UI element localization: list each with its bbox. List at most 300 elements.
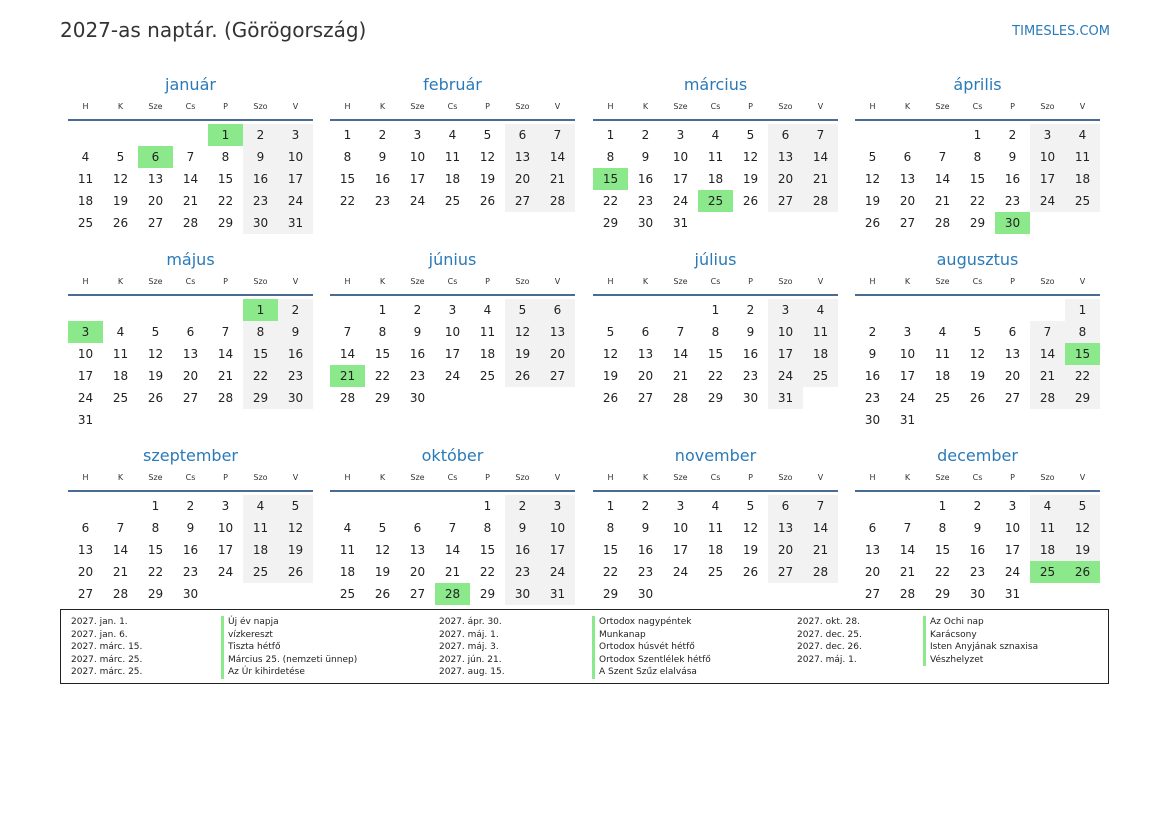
day-cell: 6: [413, 521, 422, 535]
day-grid: [855, 495, 1100, 605]
day-cell: 28: [540, 190, 575, 212]
weekday-label: P: [223, 277, 228, 286]
day-cell: 17: [768, 343, 803, 365]
weekday-label: V: [292, 102, 299, 111]
day-cell: 13: [899, 172, 916, 186]
empty-cell: [103, 299, 138, 321]
day-cell: 17: [278, 168, 313, 190]
day-cell: 20: [540, 343, 575, 365]
day-cell: 24: [444, 369, 461, 383]
day-cell: 20: [147, 194, 164, 208]
weekday-header: [593, 100, 838, 121]
day-cell: 18: [112, 369, 129, 383]
day-cell: 9: [505, 517, 540, 539]
month-10: [593, 446, 838, 605]
day-cell: 10: [672, 521, 689, 535]
day-cell: 19: [147, 369, 164, 383]
weekday-label: Szo: [253, 102, 268, 111]
day-cell: 28: [899, 587, 916, 601]
day-cell: 5: [606, 325, 615, 339]
brand-link[interactable]: TIMESLES.COM: [1012, 24, 1110, 39]
day-cell: 9: [413, 325, 422, 339]
day-cell: 1: [711, 303, 720, 317]
weekday-label: P: [748, 277, 753, 286]
day-grid: [330, 299, 575, 409]
empty-cell: [138, 299, 173, 321]
day-cell: 23: [243, 190, 278, 212]
day-cell: 17: [444, 347, 461, 361]
day-grid: [593, 299, 838, 409]
day-cell: 22: [147, 565, 164, 579]
weekday-label: Sze: [673, 473, 688, 482]
day-cell: 15: [479, 543, 496, 557]
weekday-label: Szo: [253, 277, 268, 286]
day-cell: 8: [606, 521, 615, 535]
day-cell: 23: [742, 369, 759, 383]
day-cell: 7: [803, 124, 838, 146]
weekday-label: Sze: [148, 277, 163, 286]
legend-holiday-name: Az Ochi nap: [923, 616, 984, 629]
holiday-day-cell: 28: [435, 583, 470, 605]
day-cell: 11: [934, 347, 951, 361]
day-cell: 7: [116, 521, 125, 535]
legend-date: 2027. aug. 15.: [439, 667, 505, 677]
day-cell: 4: [803, 299, 838, 321]
empty-cell: [103, 124, 138, 146]
day-cell: 18: [707, 172, 724, 186]
day-cell: 3: [903, 325, 912, 339]
month-name: december: [937, 446, 1018, 465]
legend-date: 2027. dec. 25.: [797, 629, 862, 640]
month-1: [330, 75, 575, 212]
day-cell: 9: [278, 321, 313, 343]
day-cell: 8: [711, 325, 720, 339]
weekday-label: V: [292, 473, 299, 482]
day-cell: 19: [1065, 539, 1100, 561]
day-cell: 30: [243, 212, 278, 234]
day-cell: 13: [505, 146, 540, 168]
weekday-label: H: [607, 473, 614, 482]
weekday-label: H: [344, 102, 351, 111]
empty-cell: [173, 124, 208, 146]
weekday-label: Szo: [515, 102, 530, 111]
legend-holiday-name: Ortodox húsvét hétfő: [592, 641, 695, 654]
empty-cell: [855, 124, 890, 146]
day-cell: 8: [606, 150, 615, 164]
legend-holiday-name: Új év napja: [221, 616, 279, 629]
day-grid: [593, 495, 838, 605]
day-cell: 13: [768, 517, 803, 539]
day-cell: 7: [186, 150, 195, 164]
month-0: [68, 75, 313, 234]
day-cell: 21: [1030, 365, 1065, 387]
day-cell: 17: [672, 172, 689, 186]
day-cell: 7: [903, 521, 912, 535]
day-cell: 25: [707, 565, 724, 579]
day-cell: 20: [182, 369, 199, 383]
day-cell: 30: [637, 587, 654, 601]
month-2: [593, 75, 838, 234]
month-name: január: [165, 75, 216, 94]
day-cell: 10: [409, 150, 426, 164]
legend-holiday-name: Karácsony: [923, 629, 977, 642]
day-cell: 7: [938, 150, 947, 164]
holiday-day-cell: 6: [138, 146, 173, 168]
day-cell: 4: [343, 521, 352, 535]
day-cell: 10: [217, 521, 234, 535]
day-cell: 14: [540, 146, 575, 168]
empty-cell: [663, 299, 698, 321]
holiday-day-cell: 26: [1065, 561, 1100, 583]
day-cell: 5: [868, 150, 877, 164]
weekday-label: P: [485, 473, 490, 482]
day-cell: 10: [540, 517, 575, 539]
day-cell: 25: [803, 365, 838, 387]
empty-cell: [925, 124, 960, 146]
day-cell: 15: [969, 172, 986, 186]
day-cell: 4: [116, 325, 125, 339]
day-cell: 16: [243, 168, 278, 190]
day-cell: 25: [339, 587, 356, 601]
day-cell: 16: [374, 172, 391, 186]
legend-holiday-name: vízkereszt: [221, 629, 273, 642]
day-cell: 7: [448, 521, 457, 535]
day-cell: 22: [969, 194, 986, 208]
holiday-day-cell: 1: [208, 124, 243, 146]
legend-date: 2027. jan. 1.: [71, 617, 128, 627]
day-cell: 20: [768, 168, 803, 190]
day-cell: 11: [479, 325, 496, 339]
day-cell: 11: [77, 172, 94, 186]
day-cell: 25: [934, 391, 951, 405]
weekday-label: H: [607, 102, 614, 111]
holiday-day-cell: 25: [698, 190, 733, 212]
day-cell: 27: [505, 190, 540, 212]
holiday-day-cell: 15: [593, 168, 628, 190]
day-cell: 17: [77, 369, 94, 383]
day-cell: 21: [540, 168, 575, 190]
day-cell: 13: [182, 347, 199, 361]
day-cell: 31: [540, 583, 575, 605]
day-cell: 21: [217, 369, 234, 383]
weekday-label: Cs: [972, 102, 983, 111]
weekday-label: Sze: [935, 473, 950, 482]
day-cell: 30: [409, 391, 426, 405]
day-cell: 12: [278, 517, 313, 539]
day-cell: 10: [672, 150, 689, 164]
weekday-label: Szo: [1040, 102, 1055, 111]
day-cell: 2: [641, 499, 650, 513]
day-cell: 17: [1030, 168, 1065, 190]
day-cell: 28: [934, 216, 951, 230]
day-cell: 13: [1004, 347, 1021, 361]
day-cell: 5: [505, 299, 540, 321]
day-cell: 6: [186, 325, 195, 339]
day-cell: 17: [409, 172, 426, 186]
holiday-day-cell: 30: [995, 212, 1030, 234]
day-cell: 16: [409, 347, 426, 361]
day-cell: 5: [116, 150, 125, 164]
weekday-label: Sze: [410, 102, 425, 111]
day-cell: 7: [343, 325, 352, 339]
day-cell: 15: [602, 543, 619, 557]
day-grid: [855, 124, 1100, 234]
day-cell: 20: [864, 565, 881, 579]
holiday-day-cell: 25: [1030, 561, 1065, 583]
day-cell: 26: [147, 391, 164, 405]
day-cell: 4: [1030, 495, 1065, 517]
day-cell: 28: [112, 587, 129, 601]
month-4: [68, 250, 313, 431]
day-cell: 3: [676, 128, 685, 142]
day-cell: 13: [147, 172, 164, 186]
weekday-label: V: [292, 277, 299, 286]
day-cell: 9: [868, 347, 877, 361]
day-cell: 12: [147, 347, 164, 361]
day-cell: 12: [742, 150, 759, 164]
day-cell: 29: [707, 391, 724, 405]
day-cell: 13: [540, 321, 575, 343]
empty-cell: [435, 495, 470, 517]
weekday-label: P: [485, 277, 490, 286]
weekday-label: Cs: [185, 277, 196, 286]
day-cell: 28: [803, 190, 838, 212]
day-cell: 11: [707, 150, 724, 164]
day-cell: 24: [899, 391, 916, 405]
weekday-label: K: [117, 277, 124, 286]
legend-holiday-name: Vészhelyzet: [923, 654, 983, 667]
weekday-header: [68, 100, 313, 121]
day-cell: 22: [217, 194, 234, 208]
weekday-label: Sze: [935, 102, 950, 111]
weekday-label: K: [117, 473, 124, 482]
day-cell: 27: [147, 216, 164, 230]
month-name: október: [421, 446, 484, 465]
day-cell: 29: [374, 391, 391, 405]
day-cell: 14: [803, 146, 838, 168]
day-cell: 31: [672, 216, 689, 230]
day-cell: 24: [217, 565, 234, 579]
legend-holiday-name: A Szent Szűz elalvása: [592, 666, 697, 679]
day-cell: 27: [768, 190, 803, 212]
weekday-header: [330, 275, 575, 296]
legend-row: [61, 629, 1108, 642]
month-3: [855, 75, 1100, 234]
day-cell: 8: [243, 321, 278, 343]
legend-holiday-name: Munkanap: [592, 629, 646, 642]
day-cell: 8: [221, 150, 230, 164]
day-cell: 24: [77, 391, 94, 405]
day-cell: 23: [505, 561, 540, 583]
day-cell: 6: [1008, 325, 1017, 339]
day-cell: 4: [1065, 124, 1100, 146]
day-cell: 21: [899, 565, 916, 579]
holiday-day-cell: 15: [1065, 343, 1100, 365]
day-cell: 22: [339, 194, 356, 208]
day-cell: 15: [243, 343, 278, 365]
day-cell: 28: [803, 561, 838, 583]
weekday-header: [593, 275, 838, 296]
day-cell: 31: [1004, 587, 1021, 601]
day-cell: 26: [112, 216, 129, 230]
day-cell: 22: [374, 369, 391, 383]
day-cell: 14: [112, 543, 129, 557]
weekday-label: Sze: [410, 277, 425, 286]
weekday-label: K: [117, 102, 124, 111]
day-cell: 2: [973, 499, 982, 513]
day-cell: 22: [934, 565, 951, 579]
day-cell: 19: [742, 172, 759, 186]
day-cell: 14: [803, 517, 838, 539]
day-cell: 29: [479, 587, 496, 601]
day-cell: 12: [112, 172, 129, 186]
day-cell: 9: [1008, 150, 1017, 164]
weekday-label: Cs: [710, 277, 721, 286]
day-cell: 12: [969, 347, 986, 361]
day-cell: 12: [742, 521, 759, 535]
weekday-label: Cs: [447, 473, 458, 482]
month-name: május: [166, 250, 215, 269]
day-cell: 1: [343, 128, 352, 142]
holiday-day-cell: 3: [68, 321, 103, 343]
legend-row: [61, 641, 1108, 654]
day-cell: 26: [374, 587, 391, 601]
day-cell: 3: [540, 495, 575, 517]
legend-holiday-name: Tiszta hétfő: [221, 641, 280, 654]
day-cell: 5: [1065, 495, 1100, 517]
weekday-label: H: [869, 102, 876, 111]
empty-cell: [855, 299, 890, 321]
day-cell: 1: [606, 499, 615, 513]
day-cell: 1: [483, 499, 492, 513]
day-cell: 5: [746, 128, 755, 142]
day-cell: 9: [641, 521, 650, 535]
day-cell: 5: [151, 325, 160, 339]
day-cell: 24: [672, 565, 689, 579]
weekday-header: [855, 100, 1100, 121]
empty-cell: [995, 299, 1030, 321]
day-cell: 24: [1004, 565, 1021, 579]
day-cell: 10: [899, 347, 916, 361]
day-cell: 21: [934, 194, 951, 208]
empty-cell: [855, 495, 890, 517]
weekday-label: V: [817, 277, 824, 286]
day-cell: 8: [343, 150, 352, 164]
day-cell: 12: [864, 172, 881, 186]
day-cell: 27: [864, 587, 881, 601]
weekday-label: Szo: [778, 102, 793, 111]
day-cell: 12: [602, 347, 619, 361]
page-title: 2027-as naptár. (Görögország): [60, 18, 367, 42]
day-cell: 30: [637, 216, 654, 230]
day-cell: 24: [540, 561, 575, 583]
day-cell: 14: [182, 172, 199, 186]
day-cell: 23: [182, 565, 199, 579]
day-cell: 21: [112, 565, 129, 579]
month-name: november: [674, 446, 757, 465]
day-cell: 11: [444, 150, 461, 164]
weekday-label: H: [869, 473, 876, 482]
empty-cell: [925, 299, 960, 321]
day-cell: 28: [182, 216, 199, 230]
day-cell: 10: [1030, 146, 1065, 168]
day-cell: 26: [479, 194, 496, 208]
empty-cell: [173, 299, 208, 321]
day-cell: 27: [1004, 391, 1021, 405]
weekday-label: Cs: [972, 277, 983, 286]
day-cell: 19: [112, 194, 129, 208]
legend-date: 2027. ápr. 30.: [439, 617, 502, 627]
weekday-label: H: [344, 473, 351, 482]
empty-cell: [890, 124, 925, 146]
weekday-label: Cs: [710, 102, 721, 111]
legend-holiday-name: Március 25. (nemzeti ünnep): [221, 654, 357, 667]
weekday-label: Cs: [185, 102, 196, 111]
holiday-day-cell: 21: [330, 365, 365, 387]
day-cell: 29: [147, 587, 164, 601]
month-name: június: [428, 250, 477, 269]
empty-cell: [68, 299, 103, 321]
empty-cell: [68, 124, 103, 146]
day-cell: 18: [444, 172, 461, 186]
day-cell: 22: [1065, 365, 1100, 387]
legend-holiday-name: Ortodox nagypéntek: [592, 616, 691, 629]
day-cell: 8: [938, 521, 947, 535]
weekday-label: V: [1079, 102, 1086, 111]
day-cell: 19: [374, 565, 391, 579]
weekday-label: H: [607, 277, 614, 286]
day-cell: 1: [1065, 299, 1100, 321]
weekday-label: H: [82, 102, 89, 111]
weekday-label: K: [904, 277, 911, 286]
weekday-label: P: [223, 102, 228, 111]
day-cell: 9: [973, 521, 982, 535]
day-cell: 25: [243, 561, 278, 583]
day-cell: 18: [339, 565, 356, 579]
day-cell: 25: [77, 216, 94, 230]
day-cell: 13: [409, 543, 426, 557]
day-cell: 23: [969, 565, 986, 579]
day-cell: 16: [742, 347, 759, 361]
day-cell: 2: [186, 499, 195, 513]
day-cell: 29: [217, 216, 234, 230]
weekday-label: P: [1010, 102, 1015, 111]
day-cell: 3: [1008, 499, 1017, 513]
month-5: [330, 250, 575, 409]
day-cell: 27: [637, 391, 654, 405]
day-cell: 8: [378, 325, 387, 339]
empty-cell: [628, 299, 663, 321]
weekday-header: [68, 275, 313, 296]
day-cell: 25: [479, 369, 496, 383]
weekday-label: V: [554, 277, 561, 286]
day-cell: 13: [637, 347, 654, 361]
weekday-label: Cs: [710, 473, 721, 482]
weekday-label: K: [642, 277, 649, 286]
month-6: [593, 250, 838, 409]
day-cell: 23: [864, 391, 881, 405]
legend-date: 2027. máj. 1.: [439, 629, 499, 640]
weekday-label: Szo: [515, 277, 530, 286]
day-cell: 31: [899, 413, 916, 427]
day-cell: 20: [505, 168, 540, 190]
day-cell: 18: [479, 347, 496, 361]
day-cell: 2: [278, 299, 313, 321]
day-cell: 11: [803, 321, 838, 343]
day-cell: 1: [378, 303, 387, 317]
day-grid: [593, 124, 838, 234]
day-cell: 7: [1030, 321, 1065, 343]
